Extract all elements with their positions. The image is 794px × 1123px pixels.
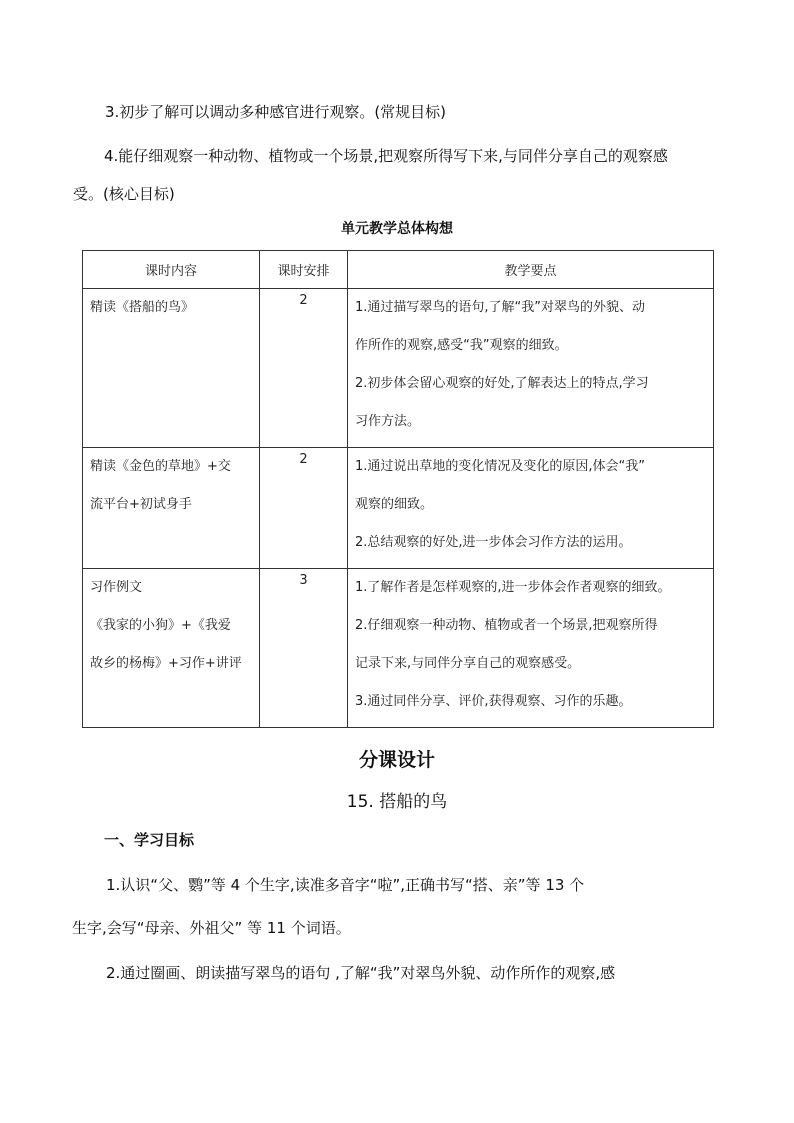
goal-2-line-1: 2.通过圈画、朗读描写翠鸟的语句 ,了解“我”对翠鸟外貌、动作所作的观察,感	[106, 964, 616, 982]
point-line: 1.了解作者是怎样观察的,进一步体会作者观察的细致。	[355, 580, 671, 595]
table-row	[83, 448, 714, 569]
header-hours: 课时安排	[260, 251, 348, 289]
table-row	[83, 569, 714, 728]
hours-value: 3	[299, 573, 308, 588]
objective-3: 3.初步了解可以调动多种感官进行观察。(常规目标)	[105, 103, 447, 121]
objectives-heading: 一、学习目标	[104, 831, 195, 849]
goal-1-line-2: 生字,会写“母亲、外祖父” 等 11 个词语。	[72, 919, 351, 937]
header-content: 课时内容	[83, 251, 260, 289]
point-line: 观察的细致。	[355, 497, 434, 512]
lesson-points-cell	[348, 448, 714, 569]
content-line: 精读《金色的草地》+交	[90, 459, 231, 474]
content-line: 精读《搭船的鸟》	[90, 300, 195, 315]
content-line: 流平台+初试身手	[90, 497, 192, 512]
lesson-content-cell	[83, 289, 260, 448]
objective-4-line-1: 4.能仔细观察一种动物、植物或一个场景,把观察所得写下来,与同伴分享自己的观察感	[104, 147, 668, 165]
table-header-row	[83, 251, 714, 289]
table-title: 单元教学总体构想	[341, 221, 453, 237]
header-points: 教学要点	[348, 251, 714, 289]
table-row	[83, 289, 714, 448]
lesson-hours-cell	[260, 289, 348, 448]
point-line: 2.仔细观察一种动物、植物或者一个场景,把观察所得	[355, 618, 658, 633]
section-title: 分课设计	[358, 749, 435, 771]
lesson-points-cell	[348, 289, 714, 448]
objective-4-line-2: 受。(核心目标)	[73, 185, 175, 203]
point-line: 记录下来,与同伴分享自己的观察感受。	[355, 656, 581, 671]
unit-plan-table	[82, 250, 714, 728]
point-line: 2.总结观察的好处,进一步体会习作方法的运用。	[355, 535, 632, 550]
point-line: 作所作的观察,感受“我”观察的细致。	[355, 338, 568, 353]
point-line: 习作方法。	[355, 414, 421, 429]
goal-1-line-1: 1.认识“父、鹦”等 4 个生字,读准多音字“啦”,正确书写“搭、亲”等 13 个	[106, 876, 585, 894]
content-line: 《我家的小狗》+《我爱	[90, 618, 231, 633]
content-line: 故乡的杨梅》+习作+讲评	[90, 656, 242, 671]
point-line: 2.初步体会留心观察的好处,了解表达上的特点,学习	[355, 376, 649, 391]
lesson-content-cell	[83, 448, 260, 569]
point-line: 1.通过说出草地的变化情况及变化的原因,体会“我”	[355, 459, 646, 474]
hours-value: 2	[299, 293, 308, 308]
lesson-points-cell	[348, 569, 714, 728]
hours-value: 2	[299, 452, 308, 467]
lesson-content-cell	[83, 569, 260, 728]
point-line: 3.通过同伴分享、评价,获得观察、习作的乐趣。	[355, 694, 632, 709]
lesson-hours-cell	[260, 448, 348, 569]
lesson-title: 15. 搭船的鸟	[346, 792, 448, 812]
lesson-hours-cell	[260, 569, 348, 728]
content-line: 习作例文	[90, 580, 143, 595]
point-line: 1.通过描写翠鸟的语句,了解“我”对翠鸟的外貌、动	[355, 300, 646, 315]
